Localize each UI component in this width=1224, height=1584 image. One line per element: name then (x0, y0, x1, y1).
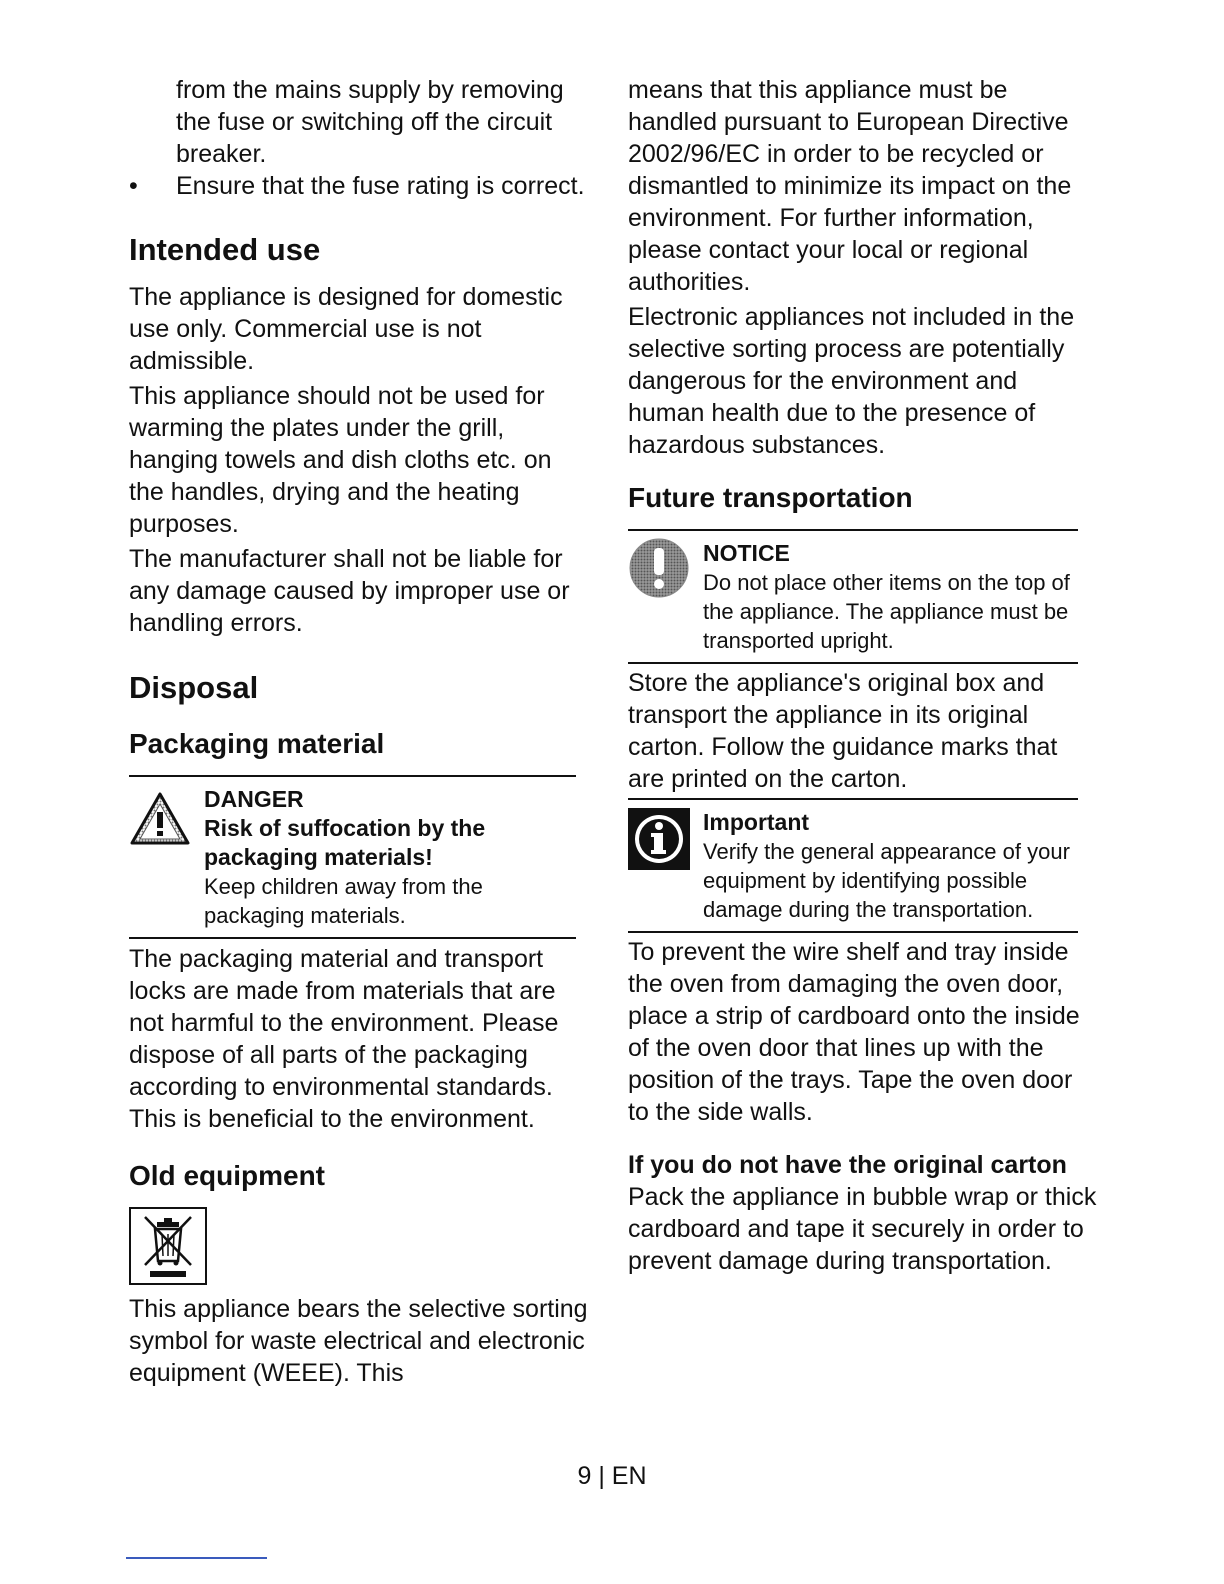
old-equipment-paragraph: This appliance bears the selective sorting symbol for waste electrical and electronic equipment (WEEE). This (129, 1295, 588, 1387)
danger-box (129, 775, 576, 939)
page-footer (0, 1460, 1224, 1492)
notice-title: NOTICE (703, 540, 790, 566)
left-column (129, 74, 591, 1392)
exclamation-circle-icon (628, 537, 690, 606)
important-text: Verify the general appearance of your equipment by identifying possible damage during the transportation. (703, 839, 1070, 922)
weee-crossed-bin-icon (129, 1207, 207, 1285)
footer-rule (126, 1557, 267, 1559)
intended-use-paragraph-2: This appliance should not be used for warming the plates under the grill, hanging towels and dish cloths etc. on the handles, drying and the heating purposes. (129, 382, 552, 538)
weee-continuation-paragraph: means that this appliance must be handled pursuant to European Directive 2002/96/EC in order to be recycled or dismantled to minimize its impact on the environment. For further information, please contact your local or regional authorities. (628, 76, 1072, 296)
page-number: 9 | EN (577, 1462, 647, 1490)
bullet-fuse-text: Ensure that the fuse rating is correct. (176, 172, 585, 200)
packaging-material-heading: Packaging material (129, 728, 385, 759)
intended-use-paragraph-3: The manufacturer shall not be liable for any damage caused by improper use or handling errors. (129, 545, 570, 637)
bullet-fuse-rating (129, 170, 591, 202)
store-box-paragraph: Store the appliance's original box and transport the appliance in its original carton. Follow the guidance marks that are printed on the carton. (628, 669, 1058, 793)
right-column (628, 74, 1098, 1280)
mains-continuation-text: from the mains supply by removing the fuse or switching off the circuit breaker. (176, 76, 564, 168)
disposal-heading: Disposal (129, 670, 259, 705)
danger-text: Keep children away from the packaging materials. (204, 874, 483, 928)
packaging-paragraph: The packaging material and transport locks are made from materials that are not harmful to the environment. Please dispose of all parts of the packaging according to environmental standards. This is beneficial to the environment. (129, 945, 559, 1133)
important-box (628, 798, 1078, 933)
electronic-appliances-paragraph: Electronic appliances not included in the selective sorting process are potentially dangerous for the environment and human health due to the presence of hazardous substances. (628, 303, 1075, 459)
danger-subtitle: Risk of suffocation by the packaging materials! (204, 815, 486, 870)
notice-text: Do not place other items on the top of the appliance. The appliance must be transported upright. (703, 570, 1070, 653)
bubble-wrap-paragraph: Pack the appliance in bubble wrap or thick cardboard and tape it securely in order to prevent damage during transportation. (628, 1183, 1097, 1275)
wire-shelf-paragraph: To prevent the wire shelf and tray inside the oven from damaging the oven door, place a strip of cardboard onto the inside of the oven door that lines up with the position of the trays. Tape the oven door to the side walls. (628, 938, 1080, 1126)
future-transportation-heading: Future transportation (628, 482, 913, 513)
intended-use-paragraph-1: The appliance is designed for domestic use only. Commercial use is not admissible. (129, 283, 563, 375)
danger-title: DANGER (204, 786, 304, 812)
important-title: Important (703, 809, 810, 835)
no-carton-heading: If you do not have the original carton (628, 1151, 1067, 1179)
warning-triangle-icon (129, 791, 191, 854)
old-equipment-heading: Old equipment (129, 1160, 325, 1191)
intended-use-heading: Intended use (129, 232, 321, 267)
notice-box (628, 529, 1078, 664)
info-icon (628, 808, 690, 877)
bullet-dot: • (129, 172, 138, 200)
